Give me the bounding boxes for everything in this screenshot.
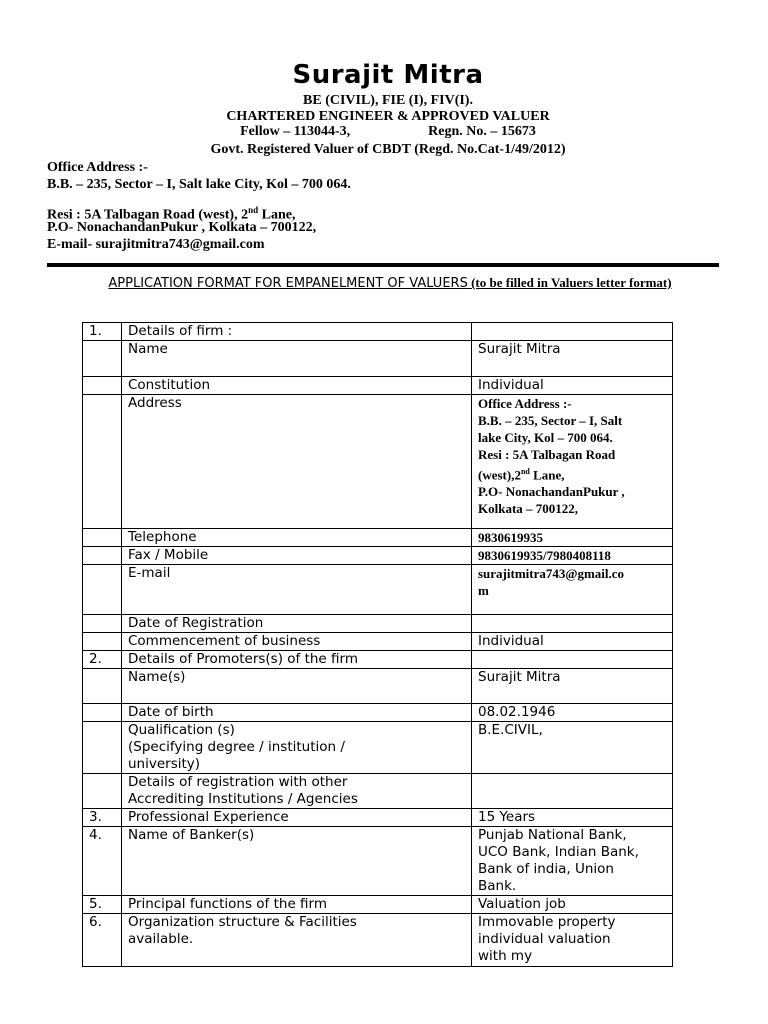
- row-number: [83, 341, 122, 377]
- table-row: [83, 669, 673, 704]
- field-value: 9830619935: [472, 529, 673, 547]
- row-number: [83, 547, 122, 565]
- field-value: [472, 395, 673, 529]
- office-address-label: Office Address :-: [47, 160, 148, 175]
- row-number: 3.: [83, 809, 122, 827]
- field-label: Commencement of business: [122, 633, 472, 651]
- field-label: Details of firm :: [122, 323, 472, 341]
- table-row: [83, 377, 673, 395]
- row-number: 2.: [83, 651, 122, 669]
- email-value-line: surajitmitra743@gmail.co: [478, 566, 625, 581]
- row-number: [83, 633, 122, 651]
- field-value: 08.02.1946: [472, 704, 673, 722]
- value-line: Punjab National Bank,: [478, 827, 627, 843]
- label-line: university): [128, 756, 201, 772]
- row-number: [83, 669, 122, 704]
- label-line: Details of registration with other: [128, 774, 348, 790]
- field-label: Date of birth: [122, 704, 472, 722]
- application-heading: [62, 274, 718, 292]
- field-label: Professional Experience: [122, 809, 472, 827]
- field-value: Surajit Mitra: [472, 669, 673, 704]
- office-address-line: B.B. – 235, Sector – I, Salt lake City, Kol – 700 064.: [47, 177, 351, 192]
- address-value-line: B.B. – 235, Sector – I, Salt: [478, 413, 623, 428]
- row-number: [83, 377, 122, 395]
- field-value: [472, 827, 673, 896]
- row-number: 4.: [83, 827, 122, 896]
- field-value: [472, 615, 673, 633]
- table-row: [83, 529, 673, 547]
- row-number: [83, 395, 122, 529]
- resi-text-end: Lane,: [258, 207, 296, 223]
- value-line: with my: [478, 948, 533, 964]
- field-label: E-mail: [122, 565, 472, 615]
- value-line: individual valuation: [478, 931, 611, 947]
- label-line: Organization structure & Facilities: [128, 914, 357, 930]
- table-row: [83, 341, 673, 377]
- field-value: [472, 323, 673, 341]
- table-row: [83, 896, 673, 914]
- table-row: [83, 633, 673, 651]
- row-number: [83, 529, 122, 547]
- row-number: [83, 615, 122, 633]
- field-label: [122, 722, 472, 774]
- valuer-name: Surajit Mitra: [292, 60, 484, 90]
- field-value: Surajit Mitra: [472, 341, 673, 377]
- field-value: 9830619935/7980408118: [472, 547, 673, 565]
- address-value-sup: nd: [520, 467, 530, 476]
- field-label: Address: [122, 395, 472, 529]
- field-label: Principal functions of the firm: [122, 896, 472, 914]
- label-line: Accrediting Institutions / Agencies: [128, 791, 358, 807]
- field-value: Valuation job: [472, 896, 673, 914]
- field-label: [122, 774, 472, 809]
- govt-registration-line: Govt. Registered Valuer of CBDT (Regd. No.Cat-1/49/2012): [210, 142, 566, 157]
- value-line: UCO Bank, Indian Bank,: [478, 844, 639, 860]
- table-row: [83, 547, 673, 565]
- field-value: Individual: [472, 633, 673, 651]
- heading-main: APPLICATION FORMAT FOR EMPANELMENT OF VALUERS: [108, 276, 468, 291]
- label-line: available.: [128, 931, 194, 947]
- address-value-text: Lane,: [529, 467, 565, 483]
- empanelment-form-table: [82, 322, 673, 967]
- row-number: 5.: [83, 896, 122, 914]
- table-row: [83, 323, 673, 341]
- field-label: Constitution: [122, 377, 472, 395]
- table-row: [83, 914, 673, 967]
- field-value: [472, 774, 673, 809]
- row-number: [83, 774, 122, 809]
- fellow-number: Fellow – 113044-3,: [240, 124, 351, 139]
- address-value-line: Office Address :-: [478, 396, 572, 411]
- address-value-line: Kolkata – 700122,: [478, 501, 579, 517]
- table-row: [83, 651, 673, 669]
- table-row: [83, 615, 673, 633]
- label-line: Qualification (s): [128, 722, 235, 738]
- row-number: [83, 565, 122, 615]
- address-value-line: Resi : 5A Talbagan Road: [478, 447, 616, 462]
- post-office-line: P.O- NonachandanPukur , Kolkata – 700122,: [47, 220, 317, 235]
- field-label: Fax / Mobile: [122, 547, 472, 565]
- label-line: (Specifying degree / institution /: [128, 739, 345, 755]
- field-label: Details of Promoters(s) of the firm: [122, 651, 472, 669]
- regn-number: Regn. No. – 15673: [428, 124, 536, 139]
- table-row: [83, 565, 673, 615]
- table-row: [83, 722, 673, 774]
- resi-text: Resi : 5A Talbagan Road (west), 2: [47, 207, 249, 223]
- field-value: [472, 914, 673, 967]
- email-value-line: m: [478, 583, 489, 598]
- value-line: Bank of india, Union: [478, 861, 614, 877]
- field-value: 15 Years: [472, 809, 673, 827]
- field-label: Name: [122, 341, 472, 377]
- email-line: E-mail- surajitmitra743@gmail.com: [47, 237, 265, 252]
- field-label: Telephone: [122, 529, 472, 547]
- fellow-regn-line: [0, 124, 768, 140]
- address-value-text: (west),2: [478, 467, 521, 483]
- field-label: [122, 914, 472, 967]
- value-line: Bank.: [478, 878, 517, 894]
- row-number: 1.: [83, 323, 122, 341]
- field-value: Individual: [472, 377, 673, 395]
- table-row: [83, 809, 673, 827]
- row-number: 6.: [83, 914, 122, 967]
- row-number: [83, 704, 122, 722]
- address-value-line: [478, 463, 666, 483]
- value-line: Immovable property: [478, 914, 616, 930]
- field-value: B.E.CIVIL,: [472, 722, 673, 774]
- address-value-line: P.O- NonachandanPukur ,: [478, 484, 625, 500]
- degrees-line: BE (CIVIL), FIE (I), FIV(I).: [303, 93, 473, 108]
- field-value: [472, 565, 673, 615]
- table-row: [83, 704, 673, 722]
- address-value-line: lake City, Kol – 700 064.: [478, 430, 613, 445]
- resi-sup: nd: [248, 205, 259, 215]
- heading-note: (to be filled in Valuers letter format): [467, 275, 672, 290]
- table-row: [83, 395, 673, 529]
- field-label: Date of Registration: [122, 615, 472, 633]
- row-number: [83, 722, 122, 774]
- field-label: Name of Banker(s): [122, 827, 472, 896]
- field-label: Name(s): [122, 669, 472, 704]
- header-divider: [47, 263, 719, 267]
- table-row: [83, 774, 673, 809]
- field-value: [472, 651, 673, 669]
- designation-line: CHARTERED ENGINEER & APPROVED VALUER: [226, 109, 550, 124]
- table-row: [83, 827, 673, 896]
